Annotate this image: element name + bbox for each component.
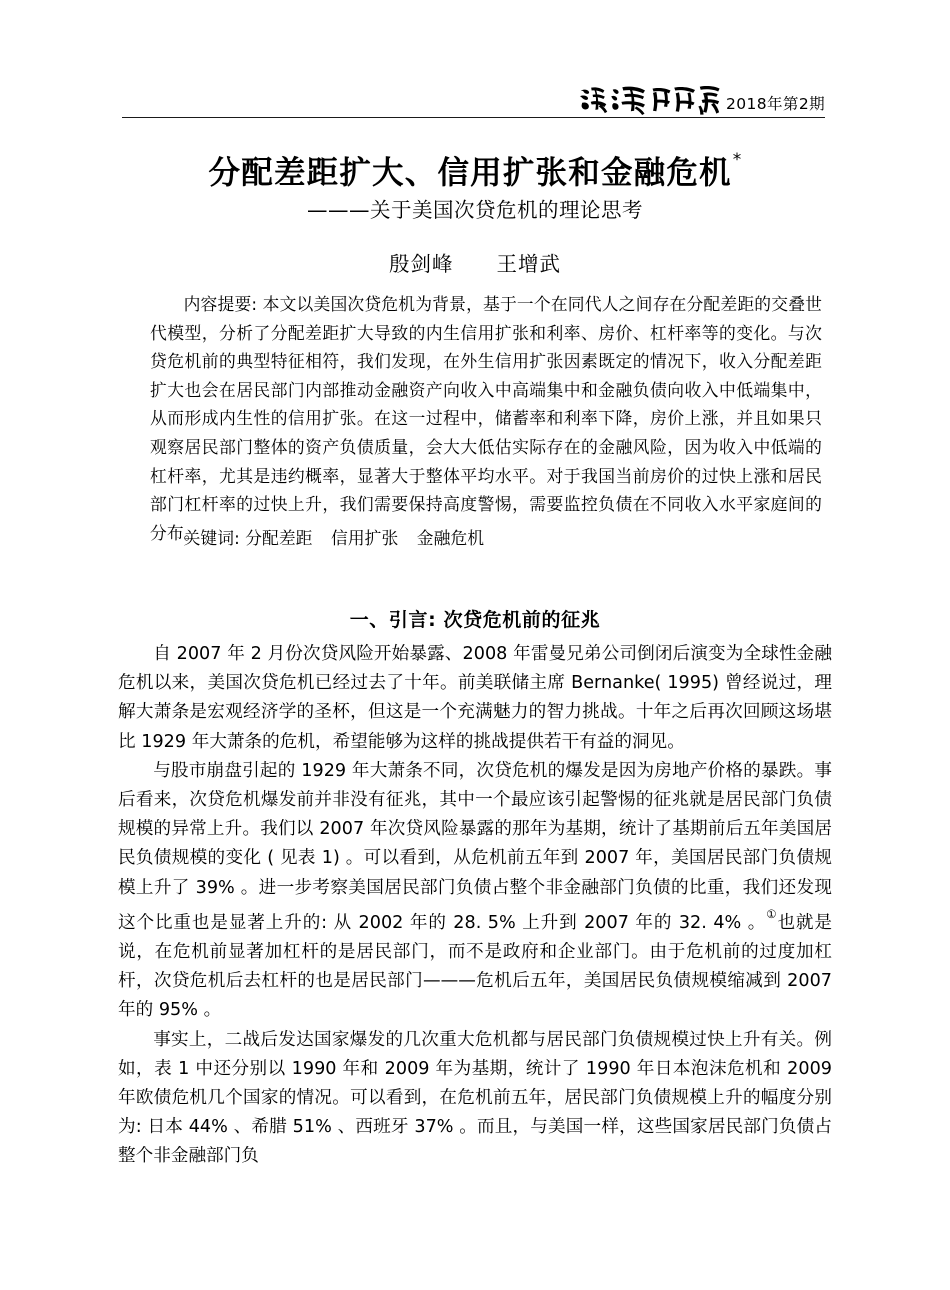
keywords-label: 关键词: [183, 528, 246, 548]
body-paragraph-text: 与股市崩盘引起的 1929 年大萧条不同，次贷危机的爆发是因为房地产价格的暴跌。事后看来，次贷危机爆发前并非没有征兆，其中一个最应该引起警惕的征兆就是居民部门负债规模的异常上升。我们以 2007 年次贷风险暴露的那年为基期，统计了基期前后五年美国居民负债规模的变化 ( 见表 1) 。可以看到，从危机前五年到 2007 年，美国居民部门负债规模上升了 39% 。进一步考察美国居民部门负债占整个非金融部门负债的比重，我们还发现这个比重也是显著上升的: 从 2002 年的 28. 5% 上升到 2007 年的 32. 4% 。 [118, 760, 832, 933]
body-text-column [118, 640, 832, 1172]
journal-logo-calligraphy [577, 82, 721, 116]
keyword-term: 分配差距 [245, 528, 313, 548]
footnote-reference-icon[interactable]: ① [766, 906, 778, 921]
body-paragraph-tail: 也就是说，在危机前显著加杠杆的是居民部门，而不是政府和企业部门。由于危机前的过度加杠杆，次贷危机后去杠杆的也是居民部门———危机后五年，美国居民负债规模缩减到 2007 年的 95% 。 [118, 912, 832, 1021]
body-paragraph: 自 2007 年 2 月份次贷风险开始暴露、2008 年雷曼兄弟公司倒闭后演变为全球性金融危机以来，美国次贷危机已经过去了十年。前美联储主席 Bernanke( 1995) 曾经说过，理解大萧条是宏观经济学的圣杯，但这是一个充满魅力的智力挑战。十年之后再次回顾这场堪比 1929 年大萧条的危机，希望能够为这样的挑战提供若干有益的洞见。 [118, 644, 832, 752]
issue-label: 2018年第2期 [725, 94, 825, 113]
keywords-line [150, 524, 822, 553]
page-title [0, 149, 950, 193]
keyword-term: 信用扩张 [330, 528, 399, 548]
abstract-paragraph: 内容提要: 本文以美国次贷危机为背景，基于一个在同代人之间存在分配差距的交叠世代模型，分析了分配差距扩大导致的内生信用扩张和利率、房价、杠杆率等的变化。与次贷危机前的典型特征相符，我们发现，在外生信用扩张因素既定的情况下，收入分配差距扩大也会在居民部门内部推动金融资产向收入中高端集中和金融负债向收入中低端集中，从而形成内生性的信用扩张。在这一过程中，储蓄率和利率下降，房价上涨，并且如果只观察居民部门整体的资产负债质量，会大大低估实际存在的金融风险，因为收入中低端的杠杆率，尤其是违约概率，显著大于整体平均水平。对于我国当前房价的过快上涨和居民部门杠杆率的过快上升，我们需要保持高度警惕，需要监控负债在不同收入水平家庭间的分布。 [150, 294, 822, 543]
page-subtitle: ———关于美国次贷危机的理论思考 [307, 198, 643, 222]
page-masthead [122, 72, 825, 118]
page-title-text: 分配差距扩大、信用扩张和金融危机 [208, 155, 732, 192]
keyword-term: 金融危机 [416, 528, 485, 548]
title-footnote-marker: * [732, 149, 743, 170]
author-list: 殷剑峰 王增武 [389, 252, 561, 276]
section-heading: 一、引言: 次贷危机前的征兆 [349, 608, 601, 631]
body-paragraph: 事实上，二战后发达国家爆发的几次重大危机都与居民部门负债规模过快上升有关。例如，表 1 中还分别以 1990 年和 2009 年为基期，统计了 1990 年日本泡沫危机和 2009 年欧债危机几个国家的情况。可以看到，在危机前五年，居民部门负债规模上升的幅度分别为: 日本 44% 、希腊 51% 、西班牙 37% 。而且，与美国一样，这些国家居民部门负债占整个非金融部门负 [118, 1029, 832, 1167]
body-paragraph [118, 757, 832, 1026]
